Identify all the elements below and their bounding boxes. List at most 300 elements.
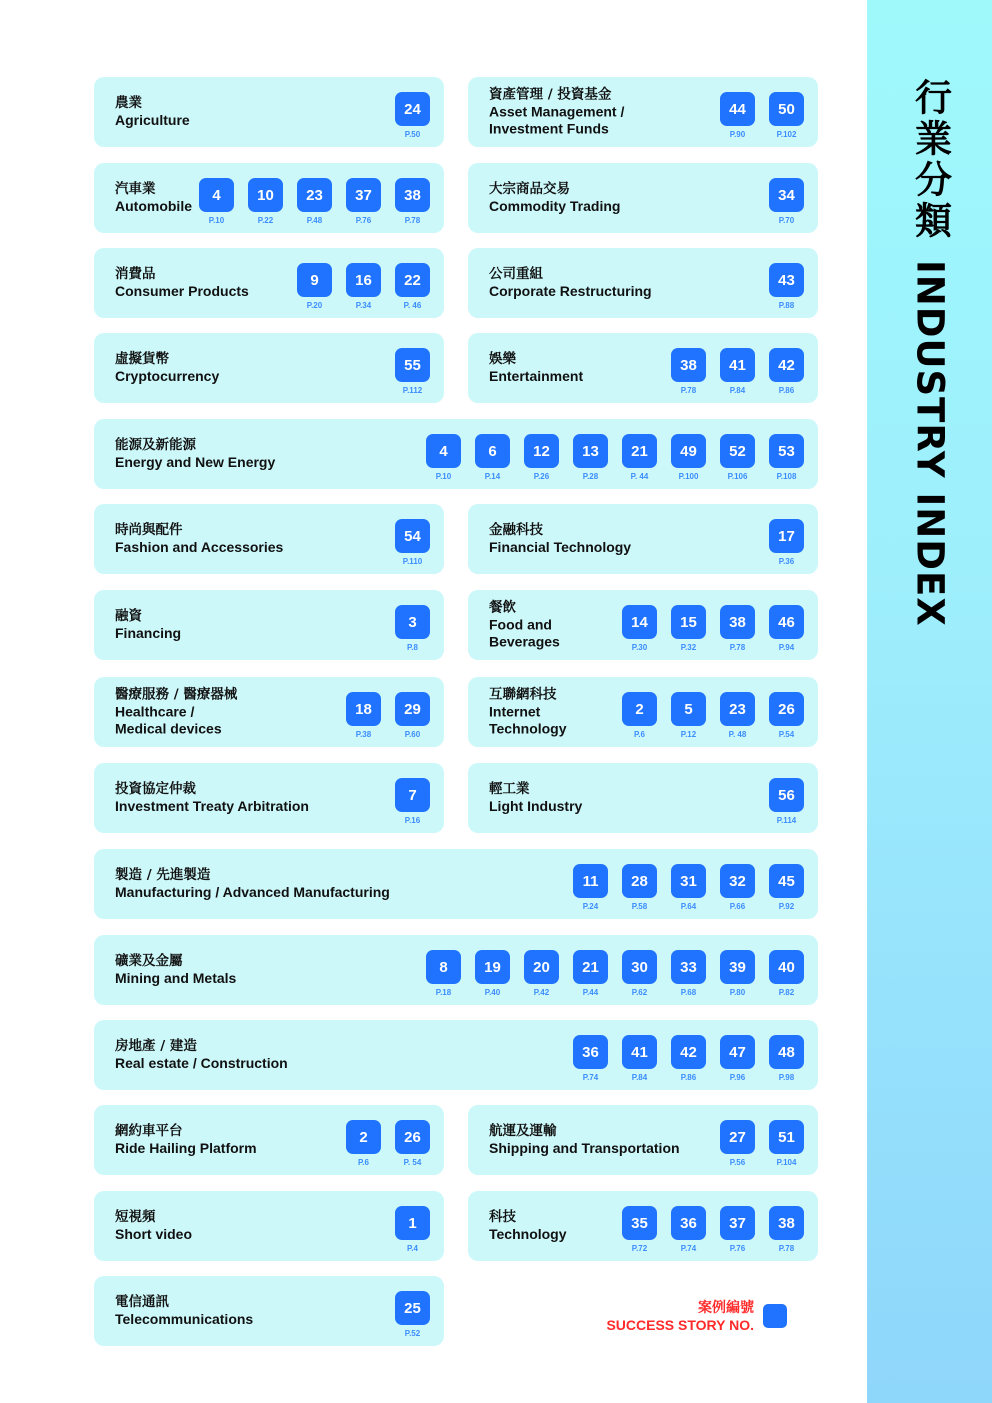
story-badge[interactable] xyxy=(720,348,755,395)
industry-card xyxy=(468,763,818,833)
page-title-zh: 行業分類 xyxy=(908,78,952,242)
page-reference: P.28 xyxy=(582,472,599,481)
story-number: 21 xyxy=(573,950,608,984)
story-badge[interactable] xyxy=(622,1035,657,1082)
industry-name-en: Corporate Restructuring xyxy=(489,283,652,299)
industry-label xyxy=(115,351,219,385)
story-number: 42 xyxy=(671,1035,706,1069)
page-title-en: INDUSTRY INDEX xyxy=(908,260,952,627)
industry-name-en: Financing xyxy=(115,625,182,641)
page-reference: P.84 xyxy=(729,386,746,395)
industry-label xyxy=(115,1294,253,1328)
story-badge[interactable] xyxy=(671,1035,706,1082)
story-badge[interactable] xyxy=(426,434,461,481)
story-badge[interactable] xyxy=(769,1035,804,1082)
story-number: 52 xyxy=(720,434,755,468)
industry-name-zh: 投資協定仲裁 xyxy=(115,781,196,797)
story-badge-group xyxy=(395,348,430,395)
page-reference: P.70 xyxy=(778,216,795,225)
story-badge[interactable] xyxy=(622,605,657,652)
story-number: 30 xyxy=(622,950,657,984)
story-badge[interactable] xyxy=(720,605,755,652)
industry-label xyxy=(115,608,181,642)
industry-label xyxy=(115,953,236,987)
story-badge-group xyxy=(426,950,804,997)
story-number: 11 xyxy=(573,864,608,898)
story-badge[interactable] xyxy=(524,434,559,481)
industry-name-en: Fashion and Accessories xyxy=(115,539,284,555)
story-badge[interactable] xyxy=(720,434,755,481)
story-badge[interactable] xyxy=(769,778,804,825)
page-reference: P.38 xyxy=(355,730,372,739)
legend xyxy=(560,1300,800,1340)
story-badge-group xyxy=(426,434,804,481)
story-badge[interactable] xyxy=(573,950,608,997)
page-reference: P.88 xyxy=(778,301,795,310)
page-reference: P.84 xyxy=(631,1073,648,1082)
industry-label xyxy=(115,437,275,471)
page-reference: P.30 xyxy=(631,643,648,652)
industry-name-en: Investment Treaty Arbitration xyxy=(115,798,309,814)
story-badge-group xyxy=(199,178,430,225)
page-reference: P.78 xyxy=(778,1244,795,1253)
page-reference: P.10 xyxy=(208,216,225,225)
industry-name-en: Agriculture xyxy=(115,112,190,128)
page-reference: P.10 xyxy=(435,472,452,481)
story-badge[interactable] xyxy=(622,950,657,997)
industry-label xyxy=(115,266,249,300)
industry-label xyxy=(489,351,583,385)
industry-label xyxy=(489,522,631,556)
story-badge[interactable] xyxy=(720,1206,755,1253)
page-reference: P.106 xyxy=(727,472,748,481)
industry-card xyxy=(94,1105,444,1175)
story-badge[interactable] xyxy=(395,605,430,652)
industry-name-zh: 科技 xyxy=(489,1209,516,1225)
page-reference: P.78 xyxy=(729,643,746,652)
story-badge-group xyxy=(769,178,804,225)
story-badge[interactable] xyxy=(248,178,283,225)
story-badge[interactable] xyxy=(346,692,381,739)
story-number: 38 xyxy=(395,178,430,212)
industry-label xyxy=(489,1209,567,1243)
page-reference: P.66 xyxy=(729,902,746,911)
story-badge[interactable] xyxy=(395,519,430,566)
story-number: 35 xyxy=(622,1206,657,1240)
page-reference: P. 46 xyxy=(403,301,422,310)
page-reference: P.6 xyxy=(358,1158,369,1167)
industry-card xyxy=(94,1191,444,1261)
story-badge[interactable] xyxy=(395,348,430,395)
industry-label xyxy=(115,867,390,901)
story-number: 6 xyxy=(475,434,510,468)
story-badge[interactable] xyxy=(524,950,559,997)
story-number: 47 xyxy=(720,1035,755,1069)
story-number: 36 xyxy=(671,1206,706,1240)
industry-name-zh: 融資 xyxy=(115,608,142,624)
story-badge[interactable] xyxy=(769,434,804,481)
story-number: 23 xyxy=(720,692,755,726)
story-badge-group xyxy=(346,1120,430,1167)
story-badge[interactable] xyxy=(720,950,755,997)
story-badge[interactable] xyxy=(199,178,234,225)
page-title xyxy=(908,78,952,627)
industry-name-en: Automobile xyxy=(115,198,192,214)
story-number: 19 xyxy=(475,950,510,984)
story-number: 20 xyxy=(524,950,559,984)
story-badge[interactable] xyxy=(769,178,804,225)
story-number: 33 xyxy=(671,950,706,984)
page-reference: P.60 xyxy=(404,730,421,739)
story-badge[interactable] xyxy=(720,692,755,739)
page-reference: P.34 xyxy=(355,301,372,310)
story-badge[interactable] xyxy=(671,1206,706,1253)
page-reference: P.22 xyxy=(257,216,274,225)
story-badge[interactable] xyxy=(475,434,510,481)
industry-card xyxy=(468,1105,818,1175)
industry-card xyxy=(94,935,818,1005)
page-reference: P.40 xyxy=(484,988,501,997)
page-reference: P.56 xyxy=(729,1158,746,1167)
industry-name-zh: 能源及新能源 xyxy=(115,437,196,453)
story-badge[interactable] xyxy=(346,1120,381,1167)
story-badge[interactable] xyxy=(720,92,755,139)
industry-label xyxy=(489,87,624,138)
industry-card xyxy=(94,849,818,919)
industry-name-zh: 網約車平台 xyxy=(115,1123,183,1139)
industry-name-en: Short video xyxy=(115,1226,193,1242)
industry-card xyxy=(94,163,444,233)
story-badge[interactable] xyxy=(671,950,706,997)
story-number: 41 xyxy=(720,348,755,382)
story-number: 26 xyxy=(395,1120,430,1154)
story-number: 53 xyxy=(769,434,804,468)
story-badge[interactable] xyxy=(769,519,804,566)
industry-card xyxy=(94,504,444,574)
story-badge[interactable] xyxy=(720,1120,755,1167)
industry-name-zh: 農業 xyxy=(115,95,142,111)
industry-card xyxy=(94,333,444,403)
story-badge[interactable] xyxy=(671,434,706,481)
page-reference: P.112 xyxy=(402,386,423,395)
story-badge[interactable] xyxy=(769,92,804,139)
page-reference: P.78 xyxy=(680,386,697,395)
page-reference: P.86 xyxy=(680,1073,697,1082)
industry-card xyxy=(94,419,818,489)
story-number: 4 xyxy=(199,178,234,212)
story-badge[interactable] xyxy=(671,864,706,911)
page-reference: P.76 xyxy=(355,216,372,225)
story-number: 55 xyxy=(395,348,430,382)
story-number: 16 xyxy=(346,263,381,297)
industry-name-zh: 短視頻 xyxy=(115,1209,156,1225)
story-number: 46 xyxy=(769,605,804,639)
story-badge[interactable] xyxy=(622,1206,657,1253)
story-number: 56 xyxy=(769,778,804,812)
industry-label xyxy=(489,266,652,300)
story-badge[interactable] xyxy=(395,1291,430,1338)
industry-name-en: Cryptocurrency xyxy=(115,368,220,384)
industry-label xyxy=(489,1123,680,1157)
story-number: 40 xyxy=(769,950,804,984)
page-reference: P.108 xyxy=(776,472,797,481)
industry-card xyxy=(468,504,818,574)
story-badge-group xyxy=(769,263,804,310)
story-badge-group xyxy=(395,1206,430,1253)
industry-card xyxy=(468,333,818,403)
story-number: 8 xyxy=(426,950,461,984)
industry-name-zh: 虛擬貨幣 xyxy=(115,351,169,367)
story-number: 42 xyxy=(769,348,804,382)
page-reference: P.14 xyxy=(484,472,501,481)
story-number: 34 xyxy=(769,178,804,212)
industry-card xyxy=(94,77,444,147)
story-number: 45 xyxy=(769,864,804,898)
legend-label-zh: 案例編號 xyxy=(698,1300,754,1316)
story-badge[interactable] xyxy=(671,692,706,739)
story-number: 18 xyxy=(346,692,381,726)
page-reference: P.62 xyxy=(631,988,648,997)
story-number: 28 xyxy=(622,864,657,898)
story-badge[interactable] xyxy=(395,778,430,825)
story-number: 54 xyxy=(395,519,430,553)
industry-label xyxy=(115,1123,257,1157)
story-badge-group xyxy=(573,1035,804,1082)
story-badge-group xyxy=(769,519,804,566)
story-badge[interactable] xyxy=(769,1206,804,1253)
story-badge[interactable] xyxy=(769,605,804,652)
story-number: 50 xyxy=(769,92,804,126)
page-reference: P.96 xyxy=(729,1073,746,1082)
story-badge[interactable] xyxy=(622,692,657,739)
industry-label xyxy=(115,95,190,129)
story-badge-group xyxy=(671,348,804,395)
story-badge[interactable] xyxy=(671,348,706,395)
industry-name-en: Technology xyxy=(489,1226,567,1242)
industry-name-en: Healthcare / Medical devices xyxy=(115,703,222,737)
page-reference: P.72 xyxy=(631,1244,648,1253)
page-reference: P.110 xyxy=(402,557,423,566)
industry-name-zh: 汽車業 xyxy=(115,181,156,197)
story-badge-group xyxy=(395,605,430,652)
story-badge-group xyxy=(395,92,430,139)
industry-name-zh: 時尚與配件 xyxy=(115,522,183,538)
industry-label xyxy=(115,522,283,556)
industry-name-en: Asset Management / Investment Funds xyxy=(489,103,625,137)
story-number: 15 xyxy=(671,605,706,639)
industry-name-en: Shipping and Transportation xyxy=(489,1140,680,1156)
industry-name-zh: 房地產 / 建造 xyxy=(115,1038,197,1054)
story-number: 21 xyxy=(622,434,657,468)
industry-card xyxy=(94,1020,818,1090)
page-reference: P.52 xyxy=(404,1329,421,1338)
story-number: 49 xyxy=(671,434,706,468)
page-reference: P.78 xyxy=(404,216,421,225)
industry-card xyxy=(468,1191,818,1261)
story-number: 1 xyxy=(395,1206,430,1240)
story-number: 22 xyxy=(395,263,430,297)
page-reference: P.90 xyxy=(729,130,746,139)
story-badge[interactable] xyxy=(475,950,510,997)
page-reference: P.68 xyxy=(680,988,697,997)
story-badge[interactable] xyxy=(395,1120,430,1167)
story-number: 41 xyxy=(622,1035,657,1069)
industry-name-zh: 資產管理 / 投資基金 xyxy=(489,86,612,103)
page-reference: P.92 xyxy=(778,902,795,911)
story-number: 43 xyxy=(769,263,804,297)
story-number: 38 xyxy=(769,1206,804,1240)
story-badge[interactable] xyxy=(395,178,430,225)
story-badge[interactable] xyxy=(769,348,804,395)
page-reference: P.54 xyxy=(778,730,795,739)
story-badge[interactable] xyxy=(573,864,608,911)
industry-label xyxy=(489,181,620,215)
story-badge-group xyxy=(573,864,804,911)
story-badge[interactable] xyxy=(573,434,608,481)
page-reference: P.12 xyxy=(680,730,697,739)
story-badge[interactable] xyxy=(720,1035,755,1082)
story-badge-group xyxy=(720,1120,804,1167)
page-reference: P.50 xyxy=(404,130,421,139)
industry-name-en: Food and Beverages xyxy=(489,616,560,650)
story-badge-group xyxy=(622,692,804,739)
page-reference: P.58 xyxy=(631,902,648,911)
story-number: 29 xyxy=(395,692,430,726)
story-number: 10 xyxy=(248,178,283,212)
page-reference: P.16 xyxy=(404,816,421,825)
story-badge[interactable] xyxy=(769,692,804,739)
legend-label-en: SUCCESS STORY NO. xyxy=(606,1317,754,1333)
story-number: 9 xyxy=(297,263,332,297)
industry-name-zh: 公司重組 xyxy=(489,266,543,282)
industry-name-zh: 互聯網科技 xyxy=(489,686,557,703)
industry-card xyxy=(468,677,818,747)
story-badge[interactable] xyxy=(769,950,804,997)
story-badge[interactable] xyxy=(622,434,657,481)
story-badge[interactable] xyxy=(573,1035,608,1082)
industry-name-en: Commodity Trading xyxy=(489,198,621,214)
story-number: 24 xyxy=(395,92,430,126)
story-number: 12 xyxy=(524,434,559,468)
story-badge[interactable] xyxy=(395,92,430,139)
story-number: 37 xyxy=(720,1206,755,1240)
story-badge[interactable] xyxy=(346,263,381,310)
story-number: 36 xyxy=(573,1035,608,1069)
story-number: 38 xyxy=(720,605,755,639)
story-badge-group xyxy=(346,692,430,739)
industry-name-en: Internet Technology xyxy=(489,703,567,737)
story-badge[interactable] xyxy=(622,864,657,911)
story-badge[interactable] xyxy=(426,950,461,997)
story-badge[interactable] xyxy=(297,263,332,310)
page-reference: P.26 xyxy=(533,472,550,481)
story-badge-group xyxy=(769,778,804,825)
story-badge-group xyxy=(395,1291,430,1338)
story-badge[interactable] xyxy=(720,864,755,911)
industry-name-zh: 輕工業 xyxy=(489,781,530,797)
industry-name-zh: 金融科技 xyxy=(489,522,543,538)
story-badge[interactable] xyxy=(671,605,706,652)
page-reference: P.100 xyxy=(678,472,699,481)
industry-label xyxy=(489,687,567,738)
industry-name-zh: 消費品 xyxy=(115,266,156,282)
page-reference: P.44 xyxy=(582,988,599,997)
story-number: 37 xyxy=(346,178,381,212)
story-badge-group xyxy=(622,605,804,652)
story-number: 32 xyxy=(720,864,755,898)
story-badge-group xyxy=(395,519,430,566)
story-number: 44 xyxy=(720,92,755,126)
story-number: 31 xyxy=(671,864,706,898)
story-number: 5 xyxy=(671,692,706,726)
page-reference: P.80 xyxy=(729,988,746,997)
story-badge[interactable] xyxy=(769,1120,804,1167)
story-badge[interactable] xyxy=(346,178,381,225)
industry-card xyxy=(94,590,444,660)
page-reference: P.102 xyxy=(776,130,797,139)
page-reference: P.42 xyxy=(533,988,550,997)
industry-label xyxy=(489,781,582,815)
story-number: 14 xyxy=(622,605,657,639)
page-reference: P.6 xyxy=(634,730,645,739)
industry-name-en: Entertainment xyxy=(489,368,584,384)
story-number: 17 xyxy=(769,519,804,553)
page-reference: P.82 xyxy=(778,988,795,997)
page-reference: P.4 xyxy=(407,1244,418,1253)
story-number: 51 xyxy=(769,1120,804,1154)
industry-name-zh: 餐飲 xyxy=(489,599,516,616)
industry-label xyxy=(115,1038,288,1072)
page-reference: P. 48 xyxy=(728,730,747,739)
page-reference: P.114 xyxy=(776,816,797,825)
story-number: 38 xyxy=(671,348,706,382)
story-badge-group xyxy=(622,1206,804,1253)
industry-card xyxy=(94,248,444,318)
industry-label xyxy=(115,181,192,215)
page-reference: P.64 xyxy=(680,902,697,911)
industry-card xyxy=(94,677,444,747)
industry-name-zh: 電信通訊 xyxy=(115,1294,169,1310)
story-number: 13 xyxy=(573,434,608,468)
page-reference: P.8 xyxy=(407,643,418,652)
page-reference: P.32 xyxy=(680,643,697,652)
story-badge[interactable] xyxy=(769,263,804,310)
industry-name-zh: 醫療服務 / 醫療器械 xyxy=(115,686,238,703)
page-reference: P.74 xyxy=(680,1244,697,1253)
industry-card xyxy=(468,163,818,233)
story-number: 2 xyxy=(346,1120,381,1154)
story-badge[interactable] xyxy=(297,178,332,225)
story-number: 39 xyxy=(720,950,755,984)
page-reference: P.94 xyxy=(778,643,795,652)
story-badge[interactable] xyxy=(395,1206,430,1253)
story-badge[interactable] xyxy=(395,263,430,310)
story-badge[interactable] xyxy=(395,692,430,739)
legend-swatch xyxy=(763,1304,787,1328)
story-number: 7 xyxy=(395,778,430,812)
industry-card xyxy=(94,763,444,833)
story-number: 2 xyxy=(622,692,657,726)
industry-name-zh: 礦業及金屬 xyxy=(115,953,183,969)
page-reference: P.104 xyxy=(776,1158,797,1167)
page-reference: P.24 xyxy=(582,902,599,911)
industry-card xyxy=(468,77,818,147)
industry-name-zh: 大宗商品交易 xyxy=(489,181,570,197)
page-reference: P.76 xyxy=(729,1244,746,1253)
story-badge[interactable] xyxy=(769,864,804,911)
industry-name-zh: 娛樂 xyxy=(489,351,516,367)
industry-name-en: Mining and Metals xyxy=(115,970,237,986)
